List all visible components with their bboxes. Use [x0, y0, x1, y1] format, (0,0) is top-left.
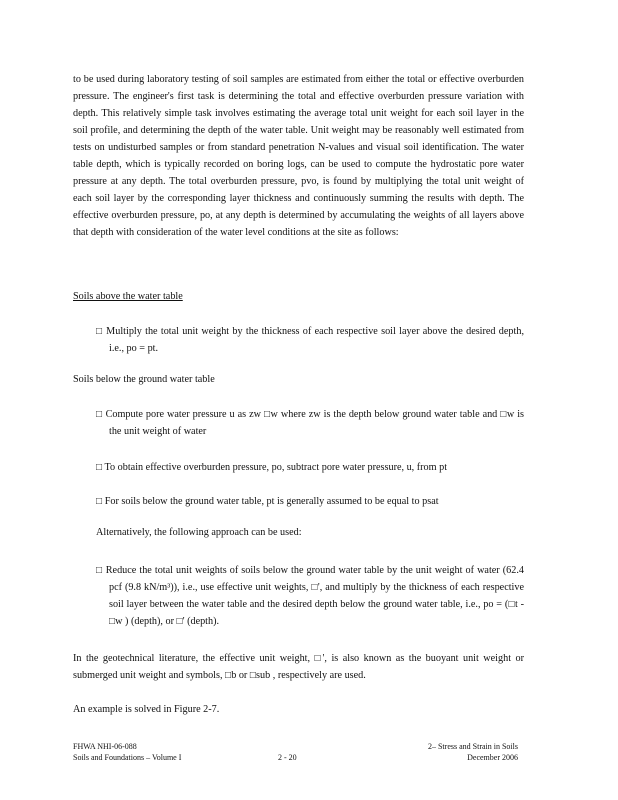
footer-page-number: 2 - 20: [278, 753, 297, 762]
intro-paragraph: to be used during laboratory testing of soil samples are estimated from either the total or effective overburden pressure. The engineer's first task is determining the total and effective overburden pressure variation with depth. This relatively simple task involves estimating the average total unit weight for each soil layer in the soil profile, and determining the depth of the water table. Unit weight may be reasonably well estimated from tests on undisturbed samples or from standard penetration N-values and visual soil identification. The water table depth, which is typically recorded on boring logs, can be used to compute the hydrostatic pore water pressure at any depth. The total overburden pressure, pvo, is found by multiplying the total unit weight of each soil layer by the corresponding layer thickness and continuously summing the results with depth. The effective overburden pressure, po, at any depth is determined by accumulating the weights of all layers above that depth with consideration of the water level conditions at the site as follows:: [73, 74, 524, 238]
list-item-pore-pressure: [96, 406, 524, 440]
list-item-saturated: [96, 493, 524, 510]
footer-left: [73, 741, 181, 763]
below-item-3-text: □ For soils below the ground water table, pt is generally assumed to be equal to psat: [96, 496, 439, 507]
footer-right: [410, 741, 518, 763]
geotech-paragraph: In the geotechnical literature, the effective unit weight, □', is also known as the buoyant unit weight or submerged unit weight and symbols, □b or □sub , respectively are used.: [73, 653, 524, 681]
list-item-above-water-table: [96, 323, 524, 357]
below-item-2-text: □ To obtain effective overburden pressure, po, subtract pore water pressure, u, from pt: [96, 462, 448, 473]
footer-report-number: FHWA NHI-06-088: [73, 742, 137, 751]
above-item-text: □ Multiply the total unit weight by the thickness of each respective soil layer above the desired depth, i.e., po = pt.: [96, 326, 524, 354]
list-item-effective-pressure: [96, 459, 524, 476]
below-item-1-text: □ Compute pore water pressure u as zw □w where zw is the depth below ground water table and □w is the unit weight of water: [96, 409, 524, 437]
reduce-item-text: □ Reduce the total unit weights of soils below the ground water table by the unit weight of water (62.4 pcf (9.8 kN/m³)), i.e., use effective unit weights, □', and multiply by the thickness of each respective soil layer between the water table and the desired depth below the ground water table, i.e., po = (□t - □w ) (depth), or □' (depth).: [96, 565, 524, 627]
footer-chapter-title: 2– Stress and Strain in Soils: [427, 742, 518, 751]
section-heading-below-water-table: Soils below the ground water table: [73, 374, 215, 385]
alternatively-line: Alternatively, the following approach can be used:: [96, 527, 302, 538]
example-line: An example is solved in Figure 2-7.: [73, 704, 220, 715]
section-heading-above-water-table: Soils above the water table: [73, 291, 183, 302]
footer-volume-title: Soils and Foundations – Volume I: [73, 753, 182, 762]
footer-date: December 2006: [467, 753, 518, 762]
list-item-reduce: [96, 562, 524, 630]
